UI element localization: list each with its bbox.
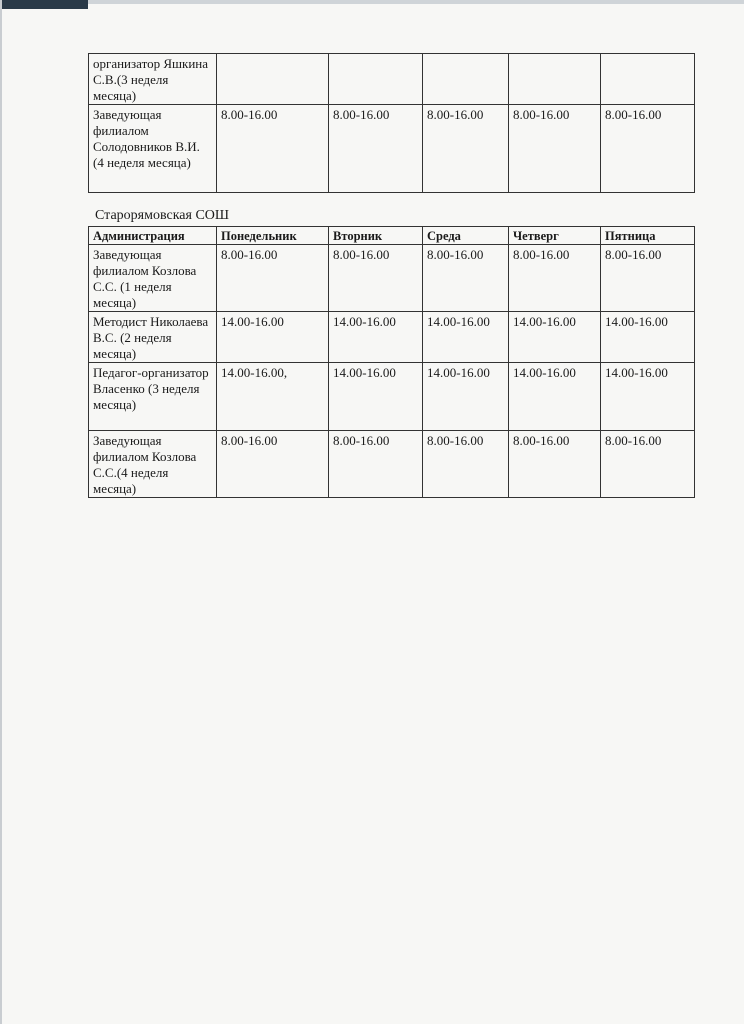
- thursday-cell: [509, 54, 601, 105]
- tuesday-cell: 14.00-16.00: [329, 312, 423, 363]
- role-cell: Заведующая филиалом Козлова С.С. (1 неделя месяца): [89, 245, 217, 312]
- table-row: [89, 431, 695, 498]
- wednesday-cell: [423, 54, 509, 105]
- monday-cell: 14.00-16.00: [217, 312, 329, 363]
- friday-cell: 8.00-16.00: [601, 105, 695, 193]
- thursday-cell: 14.00-16.00: [509, 312, 601, 363]
- table-row: [89, 312, 695, 363]
- monday-cell: 14.00-16.00,: [217, 363, 329, 431]
- role-cell: Педагог-организатор Власенко (3 неделя месяца): [89, 363, 217, 431]
- tuesday-cell: 8.00-16.00: [329, 105, 423, 193]
- monday-cell: [217, 54, 329, 105]
- wednesday-cell: 8.00-16.00: [423, 431, 509, 498]
- friday-cell: 14.00-16.00: [601, 363, 695, 431]
- role-cell: Заведующая филиалом Солодовников В.И. (4 неделя месяца): [89, 105, 217, 193]
- role-cell: Методист Николаева В.С. (2 неделя месяца): [89, 312, 217, 363]
- scan-top-band: [0, 0, 744, 4]
- friday-cell: 8.00-16.00: [601, 431, 695, 498]
- monday-cell: 8.00-16.00: [217, 431, 329, 498]
- school-title: Старорямовская СОШ: [95, 208, 230, 223]
- wednesday-cell: 8.00-16.00: [423, 245, 509, 312]
- thursday-cell: 8.00-16.00: [509, 105, 601, 193]
- table-row: [89, 54, 695, 105]
- thursday-cell: 8.00-16.00: [509, 431, 601, 498]
- wednesday-cell: 14.00-16.00: [423, 312, 509, 363]
- tuesday-cell: 8.00-16.00: [329, 431, 423, 498]
- monday-cell: 8.00-16.00: [217, 105, 329, 193]
- monday-cell: 8.00-16.00: [217, 245, 329, 312]
- friday-cell: 14.00-16.00: [601, 312, 695, 363]
- header-wednesday: Среда: [423, 227, 509, 245]
- header-monday: Понедельник: [217, 227, 329, 245]
- role-cell: организатор Яшкина С.В.(3 неделя месяца): [89, 54, 217, 105]
- table-row: [89, 105, 695, 193]
- header-administration: Администрация: [89, 227, 217, 245]
- role-cell: Заведующая филиалом Козлова С.С.(4 неделя месяца): [89, 431, 217, 498]
- header-friday: Пятница: [601, 227, 695, 245]
- friday-cell: 8.00-16.00: [601, 245, 695, 312]
- schedule-table-school: [88, 226, 695, 498]
- wednesday-cell: 8.00-16.00: [423, 105, 509, 193]
- wednesday-cell: 14.00-16.00: [423, 363, 509, 431]
- header-tuesday: Вторник: [329, 227, 423, 245]
- header-row: [89, 227, 695, 245]
- schedule-table-top: [88, 53, 695, 193]
- tuesday-cell: 8.00-16.00: [329, 245, 423, 312]
- header-thursday: Четверг: [509, 227, 601, 245]
- scan-left-edge: [0, 0, 2, 1024]
- friday-cell: [601, 54, 695, 105]
- tuesday-cell: [329, 54, 423, 105]
- thursday-cell: 8.00-16.00: [509, 245, 601, 312]
- table-row: [89, 363, 695, 431]
- table-row: [89, 245, 695, 312]
- thursday-cell: 14.00-16.00: [509, 363, 601, 431]
- tuesday-cell: 14.00-16.00: [329, 363, 423, 431]
- scan-corner-mark: [0, 0, 88, 9]
